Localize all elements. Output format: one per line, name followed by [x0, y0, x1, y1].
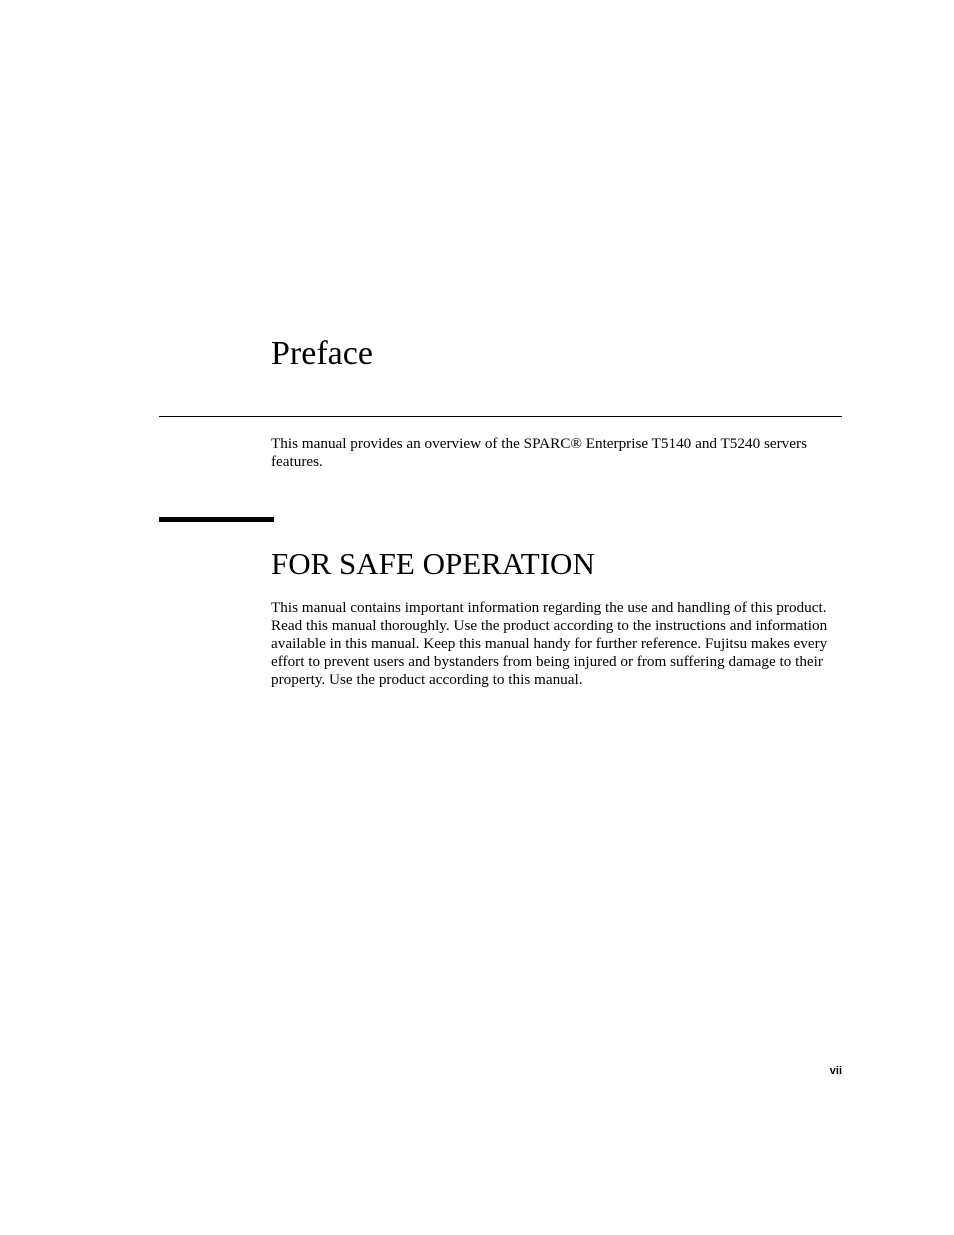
- page-number: vii: [829, 1065, 842, 1077]
- chapter-title: Preface: [271, 335, 373, 372]
- section-paragraph: This manual contains important information regarding the use and handling of this product. Read this manual thoroughly. Use the product according to the instructions and information available in this manual. Keep this manual handy for further reference. Fujitsu makes every effort to prevent users and bystanders from being injured or from suffering damage to their property. Use the product according to this manual.: [271, 599, 828, 688]
- section-heading: FOR SAFE OPERATION: [271, 546, 595, 581]
- chapter-divider: [159, 416, 842, 417]
- intro-paragraph: This manual provides an overview of the SPARC® Enterprise T5140 and T5240 servers features.: [271, 435, 807, 470]
- section-marker-bar: [159, 517, 274, 522]
